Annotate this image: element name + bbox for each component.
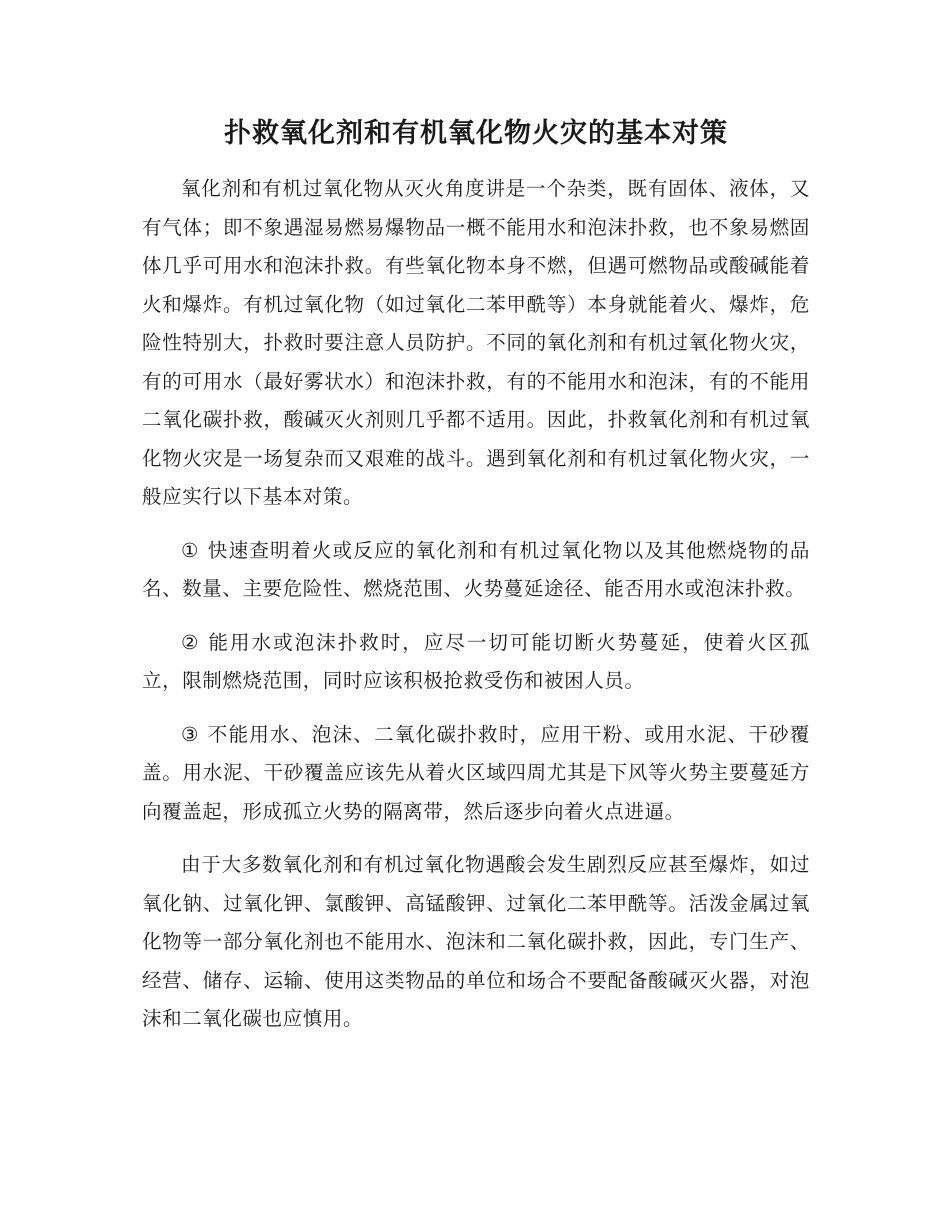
item-marker: ① bbox=[181, 538, 200, 562]
document-page bbox=[142, 108, 810, 1039]
item-text: 快速查明着火或反应的氧化剂和有机过氧化物以及其他燃烧物的品名、数量、主要危险性、燃烧范围、火势蔓延途径、能否用水或泡沫扑救。 bbox=[142, 538, 810, 600]
item-text: 能用水或泡沫扑救时，应尽一切可能切断火势蔓延，使着火区孤立，限制燃烧范围，同时应该积极抢救受伤和被困人员。 bbox=[142, 630, 810, 692]
list-item bbox=[142, 532, 810, 609]
document-title: 扑救氧化剂和有机氧化物火灾的基本对策 bbox=[224, 118, 728, 149]
item-marker: ③ bbox=[181, 722, 200, 746]
item-text: 不能用水、泡沫、二氧化碳扑救时，应用干粉、或用水泥、干砂覆盖。用水泥、干砂覆盖应该先从着火区域四周尤其是下风等火势主要蔓延方向覆盖起，形成孤立火势的隔离带，然后逐步向着火点进逼。 bbox=[142, 722, 810, 823]
intro-paragraph: 氧化剂和有机过氧化物从灭火角度讲是一个杂类，既有固体、液体，又有气体；即不象遇湿易燃易爆物品一概不能用水和泡沫扑救，也不象易燃固体几乎可用水和泡沫扑救。有些氧化物本身不燃，但遇可燃物品或酸碱能着火和爆炸。有机过氧化物（如过氧化二苯甲酰等）本身就能着火、爆炸，危险性特别大，扑救时要注意人员防护。不同的氧化剂和有机过氧化物火灾，有的可用水（最好雾状水）和泡沫扑救，有的不能用水和泡沫，有的不能用二氧化碳扑救，酸碱灭火剂则几乎都不适用。因此，扑救氧化剂和有机过氧化物火灾是一场复杂而又艰难的战斗。遇到氧化剂和有机过氧化物火灾，一般应实行以下基本对策。 bbox=[142, 177, 810, 508]
list-item bbox=[142, 716, 810, 832]
list-item bbox=[142, 624, 810, 701]
closing-paragraph: 由于大多数氧化剂和有机过氧化物遇酸会发生剧烈反应甚至爆炸，如过氧化钠、过氧化钾、氯酸钾、高锰酸钾、过氧化二苯甲酰等。活泼金属过氧化物等一部分氧化剂也不能用水、泡沫和二氧化碳扑救，因此，专门生产、经营、储存、运输、使用这类物品的单位和场合不要配备酸碱灭火器，对泡沫和二氧化碳也应慎用。 bbox=[142, 853, 810, 1030]
item-marker: ② bbox=[181, 630, 201, 654]
